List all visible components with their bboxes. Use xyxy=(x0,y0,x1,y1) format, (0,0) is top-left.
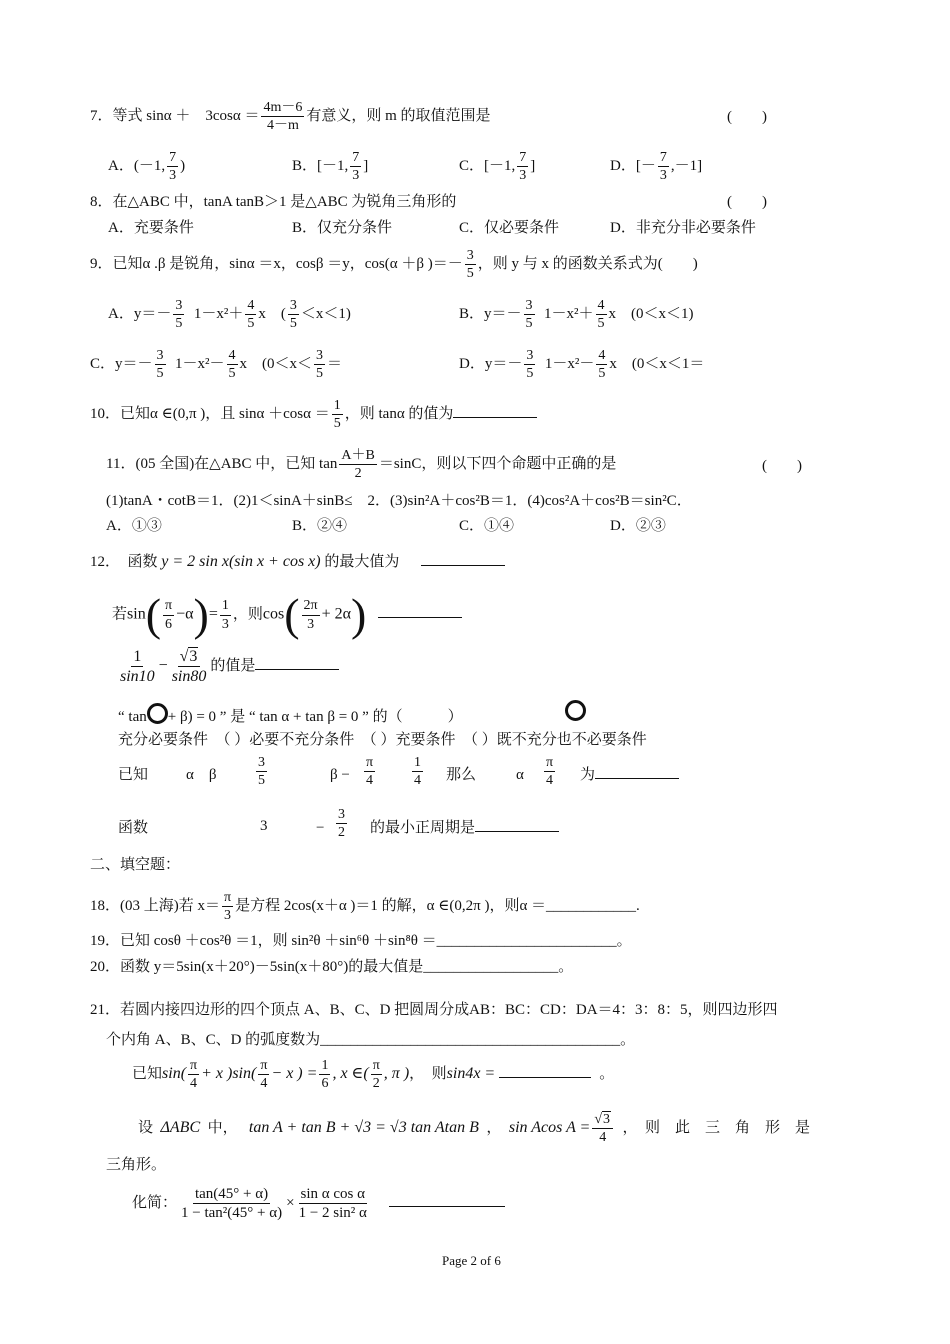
q7-b-pre: B．[－1, xyxy=(292,158,349,175)
q9-c-mid: 1－x²－ xyxy=(175,356,225,373)
q24-den2: 1 − 2 sin² α xyxy=(298,1205,367,1222)
q15-options: 充分必要条件 （ ）必要不充分条件 （ ）充要条件 （ ）既不充分也不必要条件 xyxy=(118,732,647,748)
circle-mark-icon xyxy=(147,703,168,724)
q23-comma: ， xyxy=(486,1120,502,1137)
q9-d-frac1 xyxy=(524,348,535,381)
q16-frac-pi4-b xyxy=(542,755,557,788)
q9-c-post: ＝ xyxy=(327,356,343,373)
q16-four-b: 4 xyxy=(414,773,421,789)
q9-option-b[interactable] xyxy=(459,298,694,331)
q9-stem xyxy=(90,248,698,281)
q16-tail-text: 为 xyxy=(580,767,596,783)
q14-answer-blank[interactable] xyxy=(255,668,339,670)
q9-option-c[interactable] xyxy=(90,348,342,381)
q24-answer-blank[interactable] xyxy=(389,1205,505,1207)
q16-frac-pi4-inner xyxy=(364,755,375,788)
q7-c-num: 7 xyxy=(517,150,528,167)
q14-sqrt3: 3 xyxy=(189,648,198,665)
q7-d-den: 3 xyxy=(659,168,667,184)
q11-num: A＋B xyxy=(339,448,376,465)
q12-expression: y = 2 sin x(sin x + cos x) xyxy=(161,553,321,570)
q9-b-post: x (0＜x＜1) xyxy=(608,306,694,323)
q24-times: × xyxy=(286,1195,295,1212)
q22-pi-a: π xyxy=(188,1058,199,1075)
q7-b-num: 7 xyxy=(350,150,361,167)
q23-mid: 中， xyxy=(207,1120,238,1137)
q16-four: 4 xyxy=(366,773,374,789)
q13-left-paren-1: ( xyxy=(145,589,162,640)
q13-frac-2pi3 xyxy=(302,598,320,631)
q7-c-post: ] xyxy=(530,158,536,175)
q9-a-frac2 xyxy=(245,298,256,331)
q11-option-a[interactable]: A．①③ xyxy=(106,518,162,534)
q16-pi-b: π xyxy=(544,755,555,772)
q9-a-pre: A．y＝－ xyxy=(108,306,172,323)
q22-pi-c: π xyxy=(371,1058,382,1075)
q19-stem: 19．已知 cosθ ＋cos²θ ＝1，则 sin²θ ＋sin⁶θ ＋sin⁸θ ＝________________________。 xyxy=(90,933,632,949)
q11-option-d[interactable]: D．②③ xyxy=(610,518,666,534)
q12-tail: 的最大值为 xyxy=(324,554,400,570)
q16-alpha: α xyxy=(516,767,524,783)
q23-sinacos: sin Acos A = xyxy=(508,1119,591,1137)
q22-two: 2 xyxy=(372,1076,380,1092)
q9-b-pre: B．y＝－ xyxy=(459,306,522,323)
q8-option-c[interactable]: C．仅必要条件 xyxy=(459,220,560,236)
q9-d-num2: 4 xyxy=(596,348,607,365)
q9-b-den2: 5 xyxy=(597,316,605,332)
q15-text-a: “ tan xyxy=(118,709,147,725)
q22-sin1: sin( xyxy=(162,1065,187,1083)
q10-stem-a: 10．已知α ∈(0,π )，且 sinα ＋cosα ＝ xyxy=(90,406,330,423)
q13-plus2a: + 2α xyxy=(321,605,352,623)
q7-d-pre: D．[－ xyxy=(610,158,656,175)
q9-c-frac2 xyxy=(227,348,238,381)
q9-a-num2: 4 xyxy=(245,298,256,315)
q11-frac xyxy=(339,448,376,481)
q11-answer-paren: ( ) xyxy=(762,458,802,474)
q22-one: 1 xyxy=(319,1058,330,1075)
q22-plusx: + x )sin( xyxy=(201,1065,257,1083)
q17-answer-blank[interactable] xyxy=(475,830,559,832)
q16-beta-minus: β − xyxy=(330,767,350,783)
q15-text-b: + β) xyxy=(167,709,193,725)
q9-stem-num: 3 xyxy=(465,248,476,265)
q8-option-a[interactable]: A．充要条件 xyxy=(108,220,194,236)
q22-minusx: − x ) = xyxy=(271,1065,318,1083)
q16-alpha-beta: α β xyxy=(186,767,217,783)
q7-c-pre: C．[－1, xyxy=(459,158,516,175)
q13-right-paren-1: ) xyxy=(193,589,209,640)
q16-frac-14 xyxy=(410,755,425,788)
page-footer: Page 2 of 6 xyxy=(442,1253,501,1268)
q13-six: 6 xyxy=(165,616,173,632)
q22-frac-pi4-a xyxy=(188,1058,199,1091)
q8-option-d[interactable]: D．非充分非必要条件 xyxy=(610,220,756,236)
q10-den: 5 xyxy=(333,416,341,432)
q8-answer-paren: ( ) xyxy=(727,194,767,210)
q17-pre: 函数 xyxy=(118,820,149,836)
q7-c-frac xyxy=(517,150,528,183)
q9-a-frac1 xyxy=(173,298,184,331)
q22-four-a: 4 xyxy=(190,1076,198,1092)
q7-a-frac xyxy=(167,150,178,183)
q22-end: 。 xyxy=(599,1066,615,1083)
q22-answer-blank[interactable] xyxy=(499,1076,591,1078)
q11-stem-a: 11．(05 全国)在△ABC 中，已知 tan xyxy=(106,456,338,473)
q9-c-den1: 5 xyxy=(156,366,164,382)
q16-frac-pi4 xyxy=(362,755,377,788)
q11-den: 2 xyxy=(354,466,362,482)
q22-xin: , x ∈( xyxy=(332,1065,369,1083)
q14-sin10: sin10 xyxy=(120,668,155,686)
q13-frac-13 xyxy=(220,598,231,631)
q18-stem xyxy=(90,890,640,923)
q16-pi: π xyxy=(364,755,375,772)
q13-sin: sin xyxy=(127,605,146,623)
q9-c-num1: 3 xyxy=(155,348,166,365)
q14-stem xyxy=(116,648,339,686)
q7-b-post: ] xyxy=(363,158,369,175)
q13-three: 3 xyxy=(221,616,229,632)
q16-frac-35 xyxy=(254,755,269,788)
q16-pre: 已知 xyxy=(118,767,149,783)
q14-one: 1 xyxy=(131,648,143,667)
q13-stem xyxy=(112,589,462,640)
q22-then: ， 则 xyxy=(409,1066,447,1083)
q14-sin80: sin80 xyxy=(171,668,207,686)
q9-option-d[interactable] xyxy=(459,348,704,381)
q9-stem-a: 9．已知α .β 是锐角，sinα ＝x，cosβ ＝y，cos(α ＋β )＝－ xyxy=(90,256,463,273)
q7-option-a[interactable] xyxy=(108,150,185,183)
q8-stem: 8．在△ABC 中，tanA tanB＞1 是△ABC 为锐角三角形的 xyxy=(90,194,457,210)
q12-stem xyxy=(90,554,505,570)
q16-then: 那么 xyxy=(446,767,477,783)
q13-three-b: 3 xyxy=(307,616,315,632)
q17-num: 3 xyxy=(336,807,347,824)
q21-line-1: 21．若圆内接四边形的四个顶点 A、B、C、D 把圆周分成AB：BC：CD：DA＝4：3：8：5，则四边形四 xyxy=(90,1002,778,1018)
q10-frac xyxy=(332,398,343,431)
q7-answer-paren: ( ) xyxy=(727,109,767,125)
q9-d-frac2 xyxy=(596,348,607,381)
q23-line-2: 三角形。 xyxy=(106,1157,167,1173)
q7-d-num: 7 xyxy=(658,150,669,167)
q7-option-c[interactable] xyxy=(459,150,535,183)
q9-a-frac3 xyxy=(288,298,299,331)
q13-answer-blank[interactable] xyxy=(378,616,462,618)
q18-num: π xyxy=(222,890,233,907)
q9-a-x: x ( xyxy=(258,306,286,323)
q22-frac-pi4-b xyxy=(258,1058,269,1091)
q7-a-den: 3 xyxy=(169,168,177,184)
q24-frac-2 xyxy=(297,1186,369,1221)
q9-d-post: x (0＜x＜1＝ xyxy=(609,356,705,373)
q9-c-num3: 3 xyxy=(314,348,325,365)
q9-d-pre: D．y＝－ xyxy=(459,356,523,373)
q14-frac-2: $\frac{√3}{\sin 80}$ xyxy=(171,648,207,686)
q23-abc: ΔABC xyxy=(160,1119,201,1137)
q22-six: 6 xyxy=(321,1076,329,1092)
q9-b-mid: 1－x²＋ xyxy=(544,306,594,323)
q14-tail: 的值是 xyxy=(210,658,256,675)
q16-one: 1 xyxy=(412,755,423,772)
q7-b-den: 3 xyxy=(352,168,360,184)
q10-stem-b: ，则 tanα 的值为 xyxy=(344,406,454,423)
q24-pre: 化简： xyxy=(132,1195,178,1212)
q17-tail-text: 的最小正周期是 xyxy=(370,820,476,836)
circle-mark-icon-right xyxy=(565,700,586,725)
q23-frac: $\frac{√3}{4}$ xyxy=(592,1112,613,1145)
q17-three: 3 xyxy=(260,818,268,834)
q9-d-num1: 3 xyxy=(524,348,535,365)
q23-line-1 xyxy=(138,1112,810,1145)
q16-three: 3 xyxy=(256,755,267,772)
q7-frac-num: 4m－6 xyxy=(261,100,304,117)
q13-pre: 若 xyxy=(112,606,128,623)
q9-c-x: x (0＜x＜ xyxy=(239,356,313,373)
q14-minus: − xyxy=(158,657,168,675)
q13-frac-pi6 xyxy=(163,598,174,631)
q22-frac-pi2 xyxy=(371,1058,382,1091)
section-2-heading: 二、填空题： xyxy=(90,857,181,873)
q9-stem-b: ，则 y 与 x 的函数关系式为( ) xyxy=(477,256,698,273)
q15-stem xyxy=(118,703,463,725)
q23-eq: tan A + tan B + √3 = √3 tan Atan B xyxy=(248,1119,479,1137)
q13-eq: = xyxy=(208,605,218,623)
q7-option-d[interactable] xyxy=(610,150,702,183)
q16-four-c: 4 xyxy=(546,773,554,789)
q17-frac-inner xyxy=(336,807,347,840)
q11-option-b[interactable]: B．②④ xyxy=(292,518,348,534)
q16-tail xyxy=(580,768,679,783)
q7-option-b[interactable] xyxy=(292,150,368,183)
q17-minus: − xyxy=(316,820,325,836)
q18-pre: 18．(03 上海)若 x＝ xyxy=(90,898,220,915)
q17-frac xyxy=(334,807,349,840)
q9-c-frac3 xyxy=(314,348,325,381)
q12-label: 12． 函数 xyxy=(90,554,158,570)
q23-pre: 设 xyxy=(138,1120,154,1137)
q18-post: 是方程 2cos(x＋α )＝1 的解，α ∈(0,2π )，则α ＝____________. xyxy=(235,898,640,915)
q9-d-den2: 5 xyxy=(598,366,606,382)
q15-text-c: = 0 ” 是 “ tan α + tan β = 0 ” 的（ ） xyxy=(196,709,463,725)
q10-answer-blank[interactable] xyxy=(453,416,537,418)
q21-line-2: 个内角 A、B、C、D 的弧度数为________________________________________。 xyxy=(106,1032,636,1048)
q9-b-num1: 3 xyxy=(524,298,535,315)
q16-frac-14-inner xyxy=(412,755,423,788)
q7-d-frac xyxy=(658,150,669,183)
q13-mid: ，则 xyxy=(232,606,263,623)
q13-pi: π xyxy=(163,598,174,615)
q24-num1: tan(45° + α) xyxy=(193,1186,270,1204)
q7-c-den: 3 xyxy=(519,168,527,184)
q9-option-a[interactable] xyxy=(108,298,351,331)
q24-stem xyxy=(132,1186,505,1221)
q7-a-pre: A．(－1, xyxy=(108,158,166,175)
q18-frac xyxy=(222,890,233,923)
q13-one: 1 xyxy=(220,598,231,615)
q24-frac-1 xyxy=(179,1186,284,1221)
q16-frac-pi4-b-inner xyxy=(544,755,555,788)
q24-num2: sin α cos α xyxy=(299,1186,367,1204)
q9-d-den1: 5 xyxy=(526,366,534,382)
q9-stem-den: 5 xyxy=(466,266,474,282)
q7-frac-den: 4－m xyxy=(266,118,299,134)
q22-pre: 已知 xyxy=(132,1066,163,1083)
q9-b-frac2 xyxy=(596,298,607,331)
q22-post: , π ) xyxy=(383,1065,410,1083)
q9-a-num3: 3 xyxy=(288,298,299,315)
q22-stem xyxy=(132,1058,614,1091)
q9-a-post: ＜x＜1) xyxy=(300,306,351,323)
q7-stem-b: 有意义，则 m 的取值范围是 xyxy=(306,108,491,125)
q9-c-pre: C．y＝－ xyxy=(90,356,153,373)
q16-answer-blank[interactable] xyxy=(595,777,679,779)
q9-b-frac1 xyxy=(524,298,535,331)
q9-a-den1: 5 xyxy=(175,316,183,332)
q9-c-den2: 5 xyxy=(228,366,236,382)
q13-right-paren-2: ) xyxy=(351,589,367,640)
q17-den: 2 xyxy=(338,825,345,841)
q11-option-c[interactable]: C．①④ xyxy=(459,518,515,534)
q12-answer-blank[interactable] xyxy=(421,564,505,566)
q9-a-den2: 5 xyxy=(247,316,255,332)
q7-stem xyxy=(90,100,491,133)
q9-b-den1: 5 xyxy=(525,316,533,332)
q7-a-post: ) xyxy=(180,158,186,175)
q16-five: 5 xyxy=(258,773,265,789)
q11-stem xyxy=(106,448,616,481)
q22-sin4x: sin4x = xyxy=(446,1065,496,1083)
q10-stem xyxy=(90,398,537,431)
q23-tail: ， 则 此 三 角 形 是 xyxy=(622,1120,811,1137)
q22-pi-b: π xyxy=(258,1058,269,1075)
q7-fraction xyxy=(261,100,304,133)
circle-icon xyxy=(565,700,586,721)
q13-twopi: 2π xyxy=(302,598,320,615)
q13-cos: cos xyxy=(262,605,285,623)
q7-a-num: 7 xyxy=(167,150,178,167)
q7-stem-a: 7．等式 sinα ＋ 3cosα ＝ xyxy=(90,108,260,125)
q9-a-den3: 5 xyxy=(289,316,297,332)
q22-four-b: 4 xyxy=(260,1076,268,1092)
q13-left-paren-2: ( xyxy=(284,589,300,640)
q9-a-num1: 3 xyxy=(173,298,184,315)
q24-den1: 1 − tan²(45° + α) xyxy=(181,1205,283,1222)
q9-b-num2: 4 xyxy=(596,298,607,315)
q13-minus-alpha: −α xyxy=(176,605,194,623)
q9-c-den3: 5 xyxy=(316,366,324,382)
q23-four: 4 xyxy=(599,1130,607,1146)
q20-stem: 20．函数 y＝5sin(x＋20°)－5sin(x＋80°)的最大值是__________________。 xyxy=(90,959,574,975)
q9-d-mid: 1－x²－ xyxy=(544,356,595,373)
q16-frac-35-inner xyxy=(256,755,267,788)
q9-a-mid: 1－x²＋ xyxy=(193,306,244,323)
q11-propositions: (1)tanA・cotB＝1．(2)1＜sinA＋sinB≤ 2．(3)sin²A＋cos²B＝1．(4)cos²A＋cos²B＝sin²C． xyxy=(106,493,692,509)
q7-d-post: ,－1] xyxy=(670,158,703,175)
q9-c-frac1 xyxy=(155,348,166,381)
q10-num: 1 xyxy=(332,398,343,415)
q14-frac-1 xyxy=(118,648,157,686)
q9-stem-frac xyxy=(465,248,476,281)
q17-tail xyxy=(370,821,559,836)
q18-den: 3 xyxy=(224,908,232,924)
q11-stem-b: ＝sinC，则以下四个命题中正确的是 xyxy=(378,456,617,473)
q7-b-frac xyxy=(350,150,361,183)
q23-sqrt3: 3 xyxy=(603,1112,611,1127)
q9-c-num2: 4 xyxy=(227,348,238,365)
q8-option-b[interactable]: B．仅充分条件 xyxy=(292,220,393,236)
q22-frac-16 xyxy=(319,1058,330,1091)
